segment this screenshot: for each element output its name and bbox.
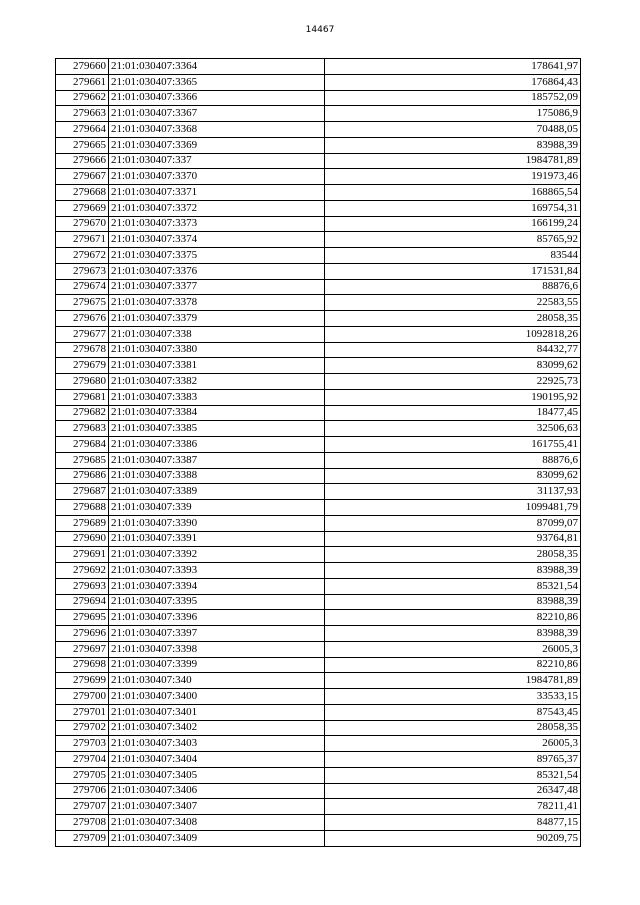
row-number-cell: 279695 (56, 610, 109, 626)
value-cell: 168865,54 (325, 185, 581, 201)
value-cell: 90209,75 (325, 830, 581, 846)
cadastral-number-cell: 21:01:030407:3399 (109, 657, 325, 673)
row-number-cell: 279667 (56, 169, 109, 185)
cadastral-number-cell: 21:01:030407:3400 (109, 689, 325, 705)
cadastral-number-cell: 21:01:030407:3364 (109, 59, 325, 75)
row-number-cell: 279696 (56, 626, 109, 642)
table-row (56, 468, 581, 484)
cadastral-number-cell: 21:01:030407:3401 (109, 704, 325, 720)
table-row (56, 673, 581, 689)
cadastral-number-cell: 21:01:030407:3394 (109, 578, 325, 594)
value-cell: 33533,15 (325, 689, 581, 705)
row-number-cell: 279689 (56, 515, 109, 531)
table-row (56, 74, 581, 90)
value-cell: 191973,46 (325, 169, 581, 185)
cadastral-number-cell: 21:01:030407:3366 (109, 90, 325, 106)
table-row (56, 342, 581, 358)
value-cell: 88876,6 (325, 279, 581, 295)
cadastral-number-cell: 21:01:030407:3405 (109, 767, 325, 783)
row-number-cell: 279680 (56, 374, 109, 390)
row-number-cell: 279670 (56, 216, 109, 232)
value-cell: 87543,45 (325, 704, 581, 720)
cadastral-number-cell: 21:01:030407:3388 (109, 468, 325, 484)
row-number-cell: 279674 (56, 279, 109, 295)
table-row (56, 295, 581, 311)
value-cell: 18477,45 (325, 405, 581, 421)
table-row (56, 200, 581, 216)
value-cell: 89765,37 (325, 752, 581, 768)
cadastral-number-cell: 21:01:030407:3392 (109, 547, 325, 563)
table-row (56, 106, 581, 122)
table-row (56, 358, 581, 374)
value-cell: 1984781,89 (325, 673, 581, 689)
row-number-cell: 279687 (56, 484, 109, 500)
cadastral-number-cell: 21:01:030407:3372 (109, 200, 325, 216)
table-row (56, 815, 581, 831)
cadastral-number-cell: 21:01:030407:339 (109, 500, 325, 516)
cadastral-number-cell: 21:01:030407:3382 (109, 374, 325, 390)
row-number-cell: 279708 (56, 815, 109, 831)
cadastral-number-cell: 21:01:030407:3402 (109, 720, 325, 736)
cadastral-number-cell: 21:01:030407:3390 (109, 515, 325, 531)
row-number-cell: 279691 (56, 547, 109, 563)
table-row (56, 704, 581, 720)
value-cell: 83988,39 (325, 594, 581, 610)
value-cell: 82210,86 (325, 657, 581, 673)
cadastral-number-cell: 21:01:030407:3375 (109, 248, 325, 264)
table-row (56, 122, 581, 138)
cadastral-number-cell: 21:01:030407:3367 (109, 106, 325, 122)
value-cell: 185752,09 (325, 90, 581, 106)
cadastral-number-cell: 21:01:030407:3374 (109, 232, 325, 248)
row-number-cell: 279694 (56, 594, 109, 610)
row-number-cell: 279666 (56, 153, 109, 169)
table-row (56, 405, 581, 421)
table-row (56, 90, 581, 106)
row-number-cell: 279706 (56, 783, 109, 799)
row-number-cell: 279709 (56, 830, 109, 846)
table-row (56, 752, 581, 768)
table-row (56, 421, 581, 437)
cadastral-number-cell: 21:01:030407:3383 (109, 389, 325, 405)
table-row (56, 610, 581, 626)
cadastral-number-cell: 21:01:030407:3370 (109, 169, 325, 185)
cadastral-number-cell: 21:01:030407:340 (109, 673, 325, 689)
row-number-cell: 279690 (56, 531, 109, 547)
value-cell: 84432,77 (325, 342, 581, 358)
value-cell: 22925,73 (325, 374, 581, 390)
table-row (56, 720, 581, 736)
value-cell: 83099,62 (325, 468, 581, 484)
value-cell: 85321,54 (325, 767, 581, 783)
value-cell: 26005,3 (325, 641, 581, 657)
row-number-cell: 279682 (56, 405, 109, 421)
row-number-cell: 279679 (56, 358, 109, 374)
table-row (56, 374, 581, 390)
value-cell: 178641,97 (325, 59, 581, 75)
table-row (56, 311, 581, 327)
cadastral-number-cell: 21:01:030407:3376 (109, 263, 325, 279)
row-number-cell: 279684 (56, 437, 109, 453)
row-number-cell: 279697 (56, 641, 109, 657)
row-number-cell: 279698 (56, 657, 109, 673)
value-cell: 84877,15 (325, 815, 581, 831)
row-number-cell: 279662 (56, 90, 109, 106)
row-number-cell: 279707 (56, 799, 109, 815)
row-number-cell: 279688 (56, 500, 109, 516)
cadastral-number-cell: 21:01:030407:3407 (109, 799, 325, 815)
table-row (56, 169, 581, 185)
table-row (56, 263, 581, 279)
value-cell: 83099,62 (325, 358, 581, 374)
cadastral-number-cell: 21:01:030407:3409 (109, 830, 325, 846)
row-number-cell: 279702 (56, 720, 109, 736)
page-number: 14467 (305, 25, 335, 35)
table-row (56, 389, 581, 405)
table-row (56, 736, 581, 752)
value-cell: 28058,35 (325, 547, 581, 563)
row-number-cell: 279669 (56, 200, 109, 216)
value-cell: 190195,92 (325, 389, 581, 405)
row-number-cell: 279699 (56, 673, 109, 689)
cadastral-number-cell: 21:01:030407:3379 (109, 311, 325, 327)
row-number-cell: 279703 (56, 736, 109, 752)
row-number-cell: 279675 (56, 295, 109, 311)
value-cell: 83988,39 (325, 626, 581, 642)
cadastral-number-cell: 21:01:030407:3395 (109, 594, 325, 610)
row-number-cell: 279664 (56, 122, 109, 138)
value-cell: 83988,39 (325, 563, 581, 579)
cadastral-number-cell: 21:01:030407:3377 (109, 279, 325, 295)
value-cell: 85765,92 (325, 232, 581, 248)
table-row (56, 153, 581, 169)
table-row (56, 830, 581, 846)
value-cell: 85321,54 (325, 578, 581, 594)
value-cell: 171531,84 (325, 263, 581, 279)
value-cell: 31137,93 (325, 484, 581, 500)
cadastral-number-cell: 21:01:030407:3391 (109, 531, 325, 547)
cadastral-number-cell: 21:01:030407:3398 (109, 641, 325, 657)
cadastral-number-cell: 21:01:030407:3404 (109, 752, 325, 768)
value-cell: 87099,07 (325, 515, 581, 531)
cadastral-number-cell: 21:01:030407:3389 (109, 484, 325, 500)
table-row (56, 547, 581, 563)
cadastral-number-cell: 21:01:030407:3387 (109, 452, 325, 468)
value-cell: 1984781,89 (325, 153, 581, 169)
cadastral-table-body (56, 59, 581, 847)
table-row (56, 185, 581, 201)
cadastral-number-cell: 21:01:030407:3403 (109, 736, 325, 752)
value-cell: 1099481,79 (325, 500, 581, 516)
table-row (56, 137, 581, 153)
table-row (56, 641, 581, 657)
value-cell: 26005,3 (325, 736, 581, 752)
cadastral-number-cell: 21:01:030407:3384 (109, 405, 325, 421)
table-row (56, 563, 581, 579)
cadastral-number-cell: 21:01:030407:3380 (109, 342, 325, 358)
table-row (56, 232, 581, 248)
table-row (56, 531, 581, 547)
cadastral-number-cell: 21:01:030407:3371 (109, 185, 325, 201)
value-cell: 176864,43 (325, 74, 581, 90)
cadastral-number-cell: 21:01:030407:3396 (109, 610, 325, 626)
cadastral-table (55, 58, 581, 847)
row-number-cell: 279676 (56, 311, 109, 327)
table-row (56, 248, 581, 264)
table-row (56, 500, 581, 516)
row-number-cell: 279677 (56, 326, 109, 342)
table-row (56, 578, 581, 594)
cadastral-number-cell: 21:01:030407:3386 (109, 437, 325, 453)
row-number-cell: 279665 (56, 137, 109, 153)
table-row (56, 59, 581, 75)
cadastral-number-cell: 21:01:030407:3381 (109, 358, 325, 374)
value-cell: 28058,35 (325, 720, 581, 736)
row-number-cell: 279673 (56, 263, 109, 279)
row-number-cell: 279701 (56, 704, 109, 720)
table-row (56, 515, 581, 531)
table-row (56, 626, 581, 642)
table-row (56, 594, 581, 610)
cadastral-number-cell: 21:01:030407:3408 (109, 815, 325, 831)
table-row (56, 657, 581, 673)
cadastral-number-cell: 21:01:030407:3373 (109, 216, 325, 232)
row-number-cell: 279686 (56, 468, 109, 484)
table-row (56, 326, 581, 342)
table-row (56, 279, 581, 295)
value-cell: 88876,6 (325, 452, 581, 468)
row-number-cell: 279705 (56, 767, 109, 783)
cadastral-number-cell: 21:01:030407:3365 (109, 74, 325, 90)
value-cell: 78211,41 (325, 799, 581, 815)
cadastral-number-cell: 21:01:030407:3368 (109, 122, 325, 138)
row-number-cell: 279685 (56, 452, 109, 468)
cadastral-number-cell: 21:01:030407:3406 (109, 783, 325, 799)
value-cell: 1092818,26 (325, 326, 581, 342)
value-cell: 82210,86 (325, 610, 581, 626)
cadastral-number-cell: 21:01:030407:338 (109, 326, 325, 342)
cadastral-number-cell: 21:01:030407:337 (109, 153, 325, 169)
table-row (56, 767, 581, 783)
table-row (56, 799, 581, 815)
table-row (56, 689, 581, 705)
table-row (56, 783, 581, 799)
cadastral-number-cell: 21:01:030407:3397 (109, 626, 325, 642)
table-row (56, 437, 581, 453)
row-number-cell: 279692 (56, 563, 109, 579)
row-number-cell: 279671 (56, 232, 109, 248)
value-cell: 28058,35 (325, 311, 581, 327)
row-number-cell: 279681 (56, 389, 109, 405)
row-number-cell: 279660 (56, 59, 109, 75)
table-row (56, 216, 581, 232)
value-cell: 83544 (325, 248, 581, 264)
value-cell: 83988,39 (325, 137, 581, 153)
row-number-cell: 279672 (56, 248, 109, 264)
value-cell: 175086,9 (325, 106, 581, 122)
table-row (56, 484, 581, 500)
value-cell: 169754,31 (325, 200, 581, 216)
value-cell: 26347,48 (325, 783, 581, 799)
row-number-cell: 279661 (56, 74, 109, 90)
value-cell: 166199,24 (325, 216, 581, 232)
row-number-cell: 279683 (56, 421, 109, 437)
table-row (56, 452, 581, 468)
row-number-cell: 279678 (56, 342, 109, 358)
cadastral-number-cell: 21:01:030407:3378 (109, 295, 325, 311)
row-number-cell: 279693 (56, 578, 109, 594)
row-number-cell: 279704 (56, 752, 109, 768)
row-number-cell: 279668 (56, 185, 109, 201)
value-cell: 32506,63 (325, 421, 581, 437)
value-cell: 70488,05 (325, 122, 581, 138)
value-cell: 93764,81 (325, 531, 581, 547)
value-cell: 161755,41 (325, 437, 581, 453)
cadastral-number-cell: 21:01:030407:3393 (109, 563, 325, 579)
value-cell: 22583,55 (325, 295, 581, 311)
cadastral-number-cell: 21:01:030407:3369 (109, 137, 325, 153)
row-number-cell: 279663 (56, 106, 109, 122)
cadastral-number-cell: 21:01:030407:3385 (109, 421, 325, 437)
row-number-cell: 279700 (56, 689, 109, 705)
